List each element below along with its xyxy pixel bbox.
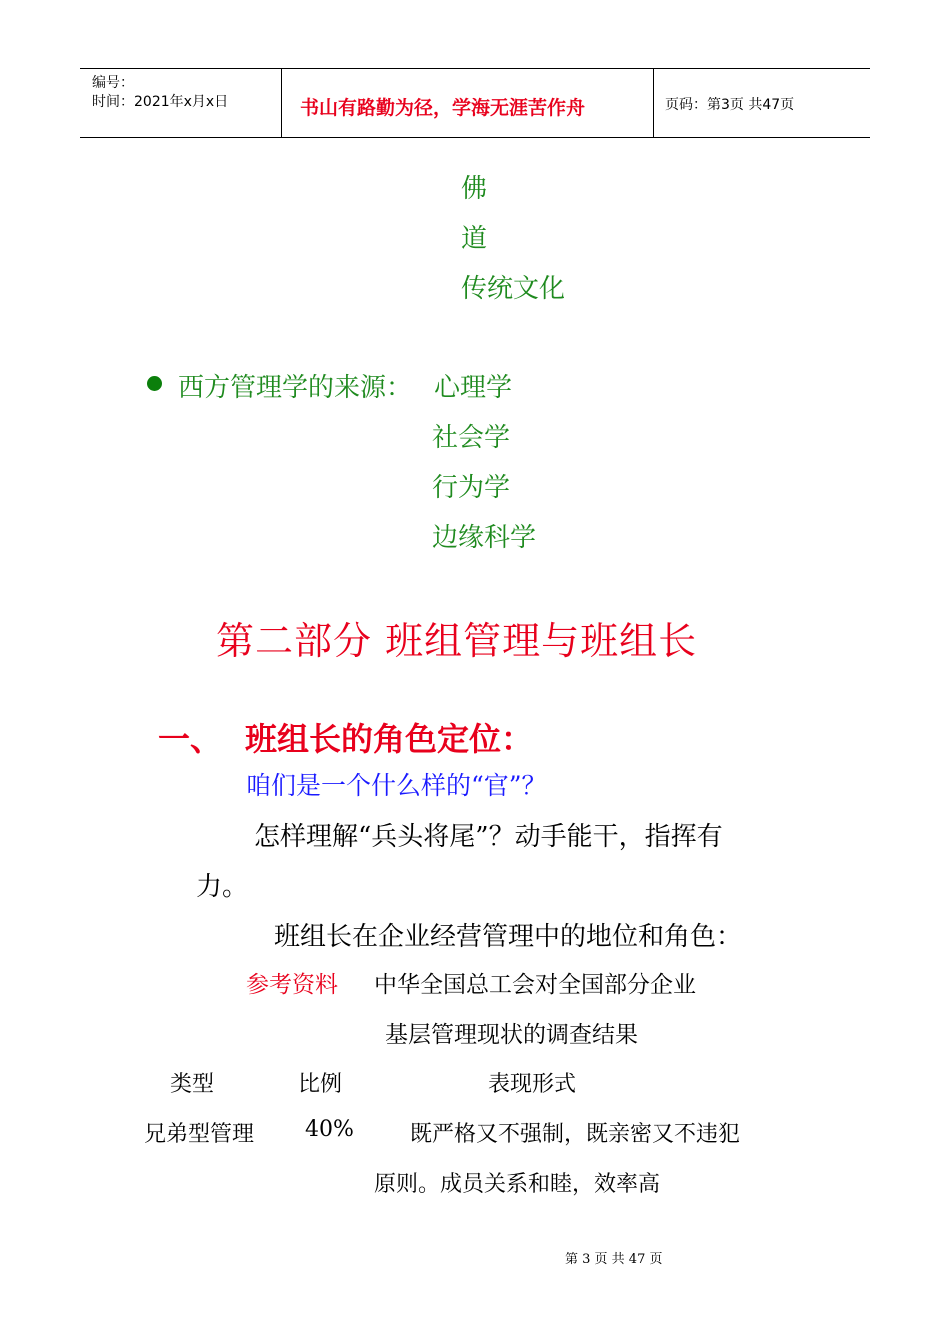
table-header-ratio: 比例 (298, 1072, 343, 1097)
table-cell-desc: 既严格又不强制，既亲密又不违犯 (410, 1122, 741, 1147)
eastern-source-item: 佛 (461, 174, 488, 204)
reference-label: 参考资料 (246, 972, 338, 998)
page-header (80, 68, 870, 138)
header-number-label: 编号： (92, 75, 134, 91)
eastern-source-item: 传统文化 (461, 274, 566, 304)
header-time-label: 时间：2021年x月x日 (92, 94, 229, 110)
table-header-type: 类型 (170, 1072, 215, 1097)
subsection-number: 一、 (158, 720, 223, 758)
western-sources-label: 西方管理学的来源： (178, 373, 413, 403)
header-divider (281, 69, 282, 137)
section-title: 第二部分 班组管理与班组长 (216, 619, 698, 663)
bullet-icon (147, 376, 162, 391)
western-source-item: 社会学 (432, 423, 511, 453)
table-cell-type: 兄弟型管理 (144, 1122, 255, 1147)
page-footer: 第 3 页 共 47 页 (565, 1252, 663, 1267)
header-page-info: 页码：第3页 共47页 (665, 97, 795, 113)
western-source-item: 心理学 (434, 373, 513, 403)
eastern-source-item: 道 (461, 224, 488, 254)
reference-line: 中华全国总工会对全国部分企业 (374, 972, 696, 998)
paragraph-line: 怎样理解“兵头将尾”？动手能干，指挥有 (254, 822, 723, 852)
table-cell-ratio: 40% (305, 1117, 354, 1142)
paragraph-line: 力。 (196, 872, 249, 902)
table-header-form: 表现形式 (488, 1072, 577, 1097)
role-description: 班组长在企业经营管理中的地位和角色： (274, 922, 743, 952)
subsection-title: 班组长的角色定位： (245, 720, 534, 758)
reference-line: 基层管理现状的调查结果 (385, 1022, 638, 1048)
table-cell-desc: 原则。成员关系和睦，效率高 (374, 1172, 661, 1197)
western-source-item: 行为学 (432, 473, 511, 503)
header-motto: 书山有路勤为径，学海无涯苦作舟 (300, 97, 586, 119)
western-source-item: 边缘科学 (432, 523, 537, 553)
question-text: 咱们是一个什么样的“官”？ (246, 771, 547, 800)
header-divider (653, 69, 654, 137)
